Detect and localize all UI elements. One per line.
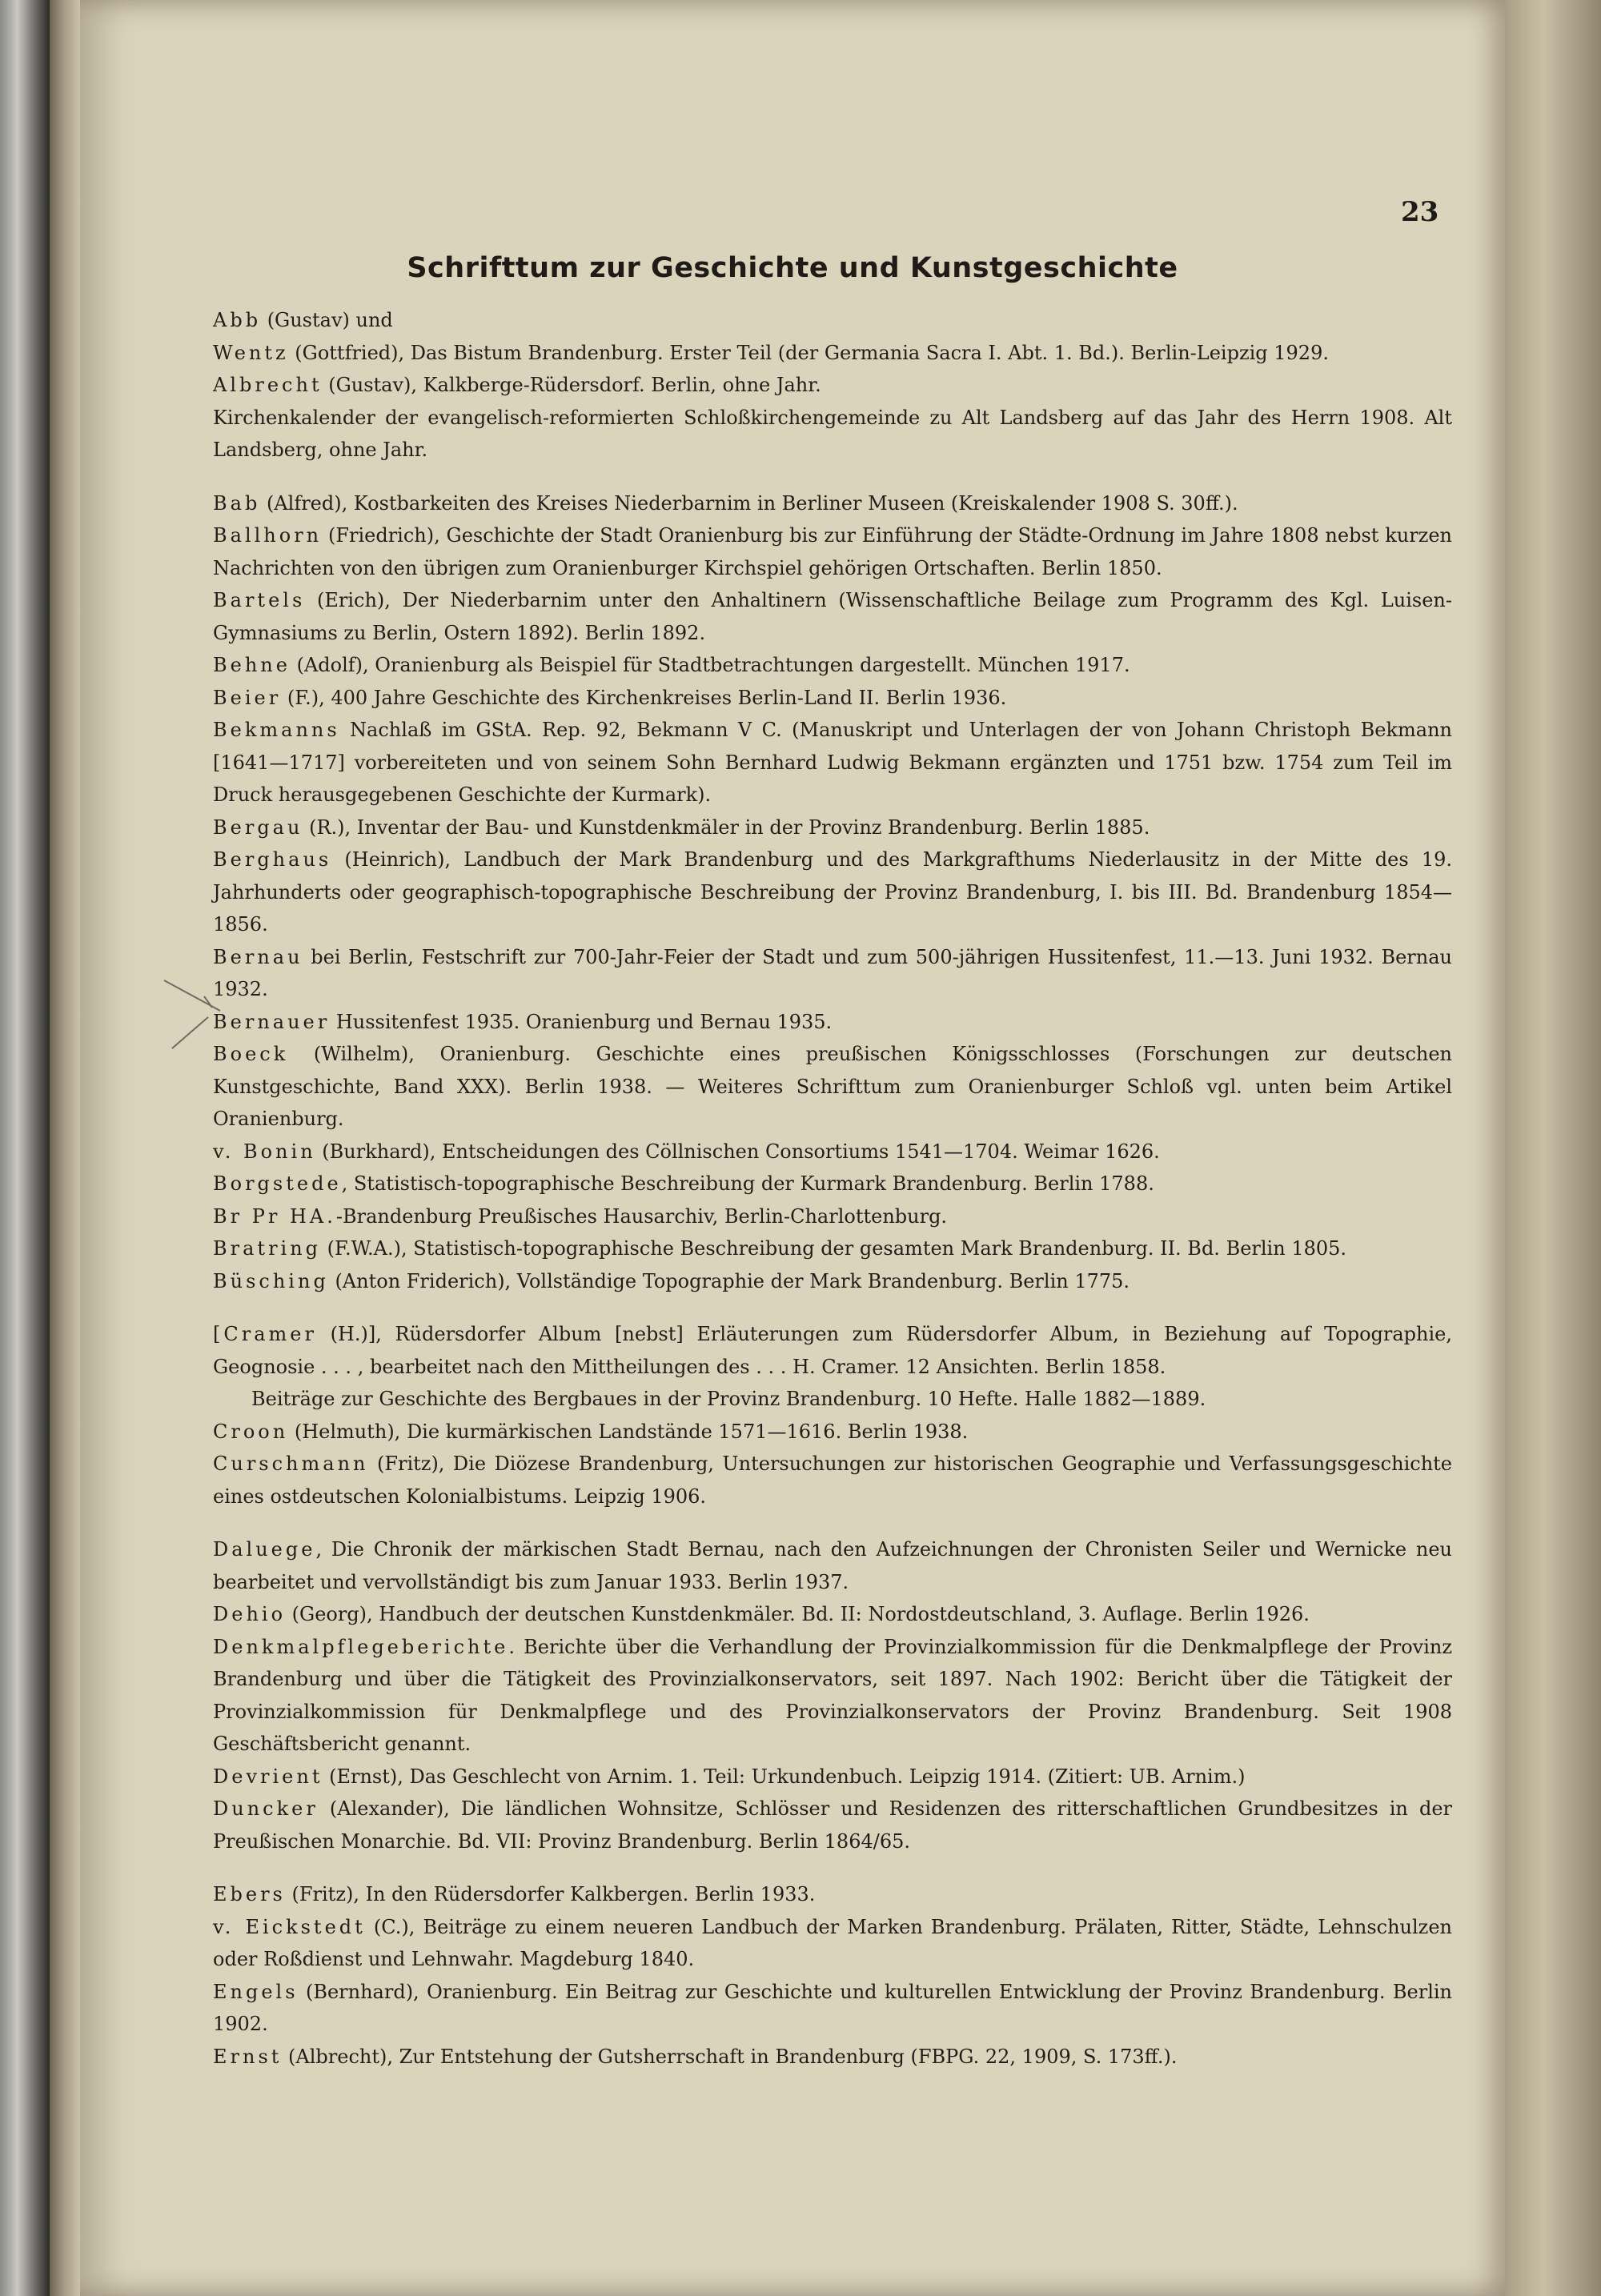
bibliography-entry (213, 1416, 1452, 1449)
entry-author: Bratring (213, 1237, 322, 1260)
bibliography-entry (213, 1878, 1452, 1911)
page-fore-edge (1505, 0, 1601, 2296)
bibliography-group (213, 487, 1452, 1298)
bibliography-entry (213, 1761, 1452, 1793)
page-gutter (50, 0, 82, 2296)
entry-author: Bekmanns (213, 719, 340, 741)
entry-author: Berghaus (213, 848, 332, 871)
entry-text: (F.), 400 Jahre Geschichte des Kirchenkreises Berlin-Land II. Berlin 1936. (281, 686, 1007, 709)
entry-author: Albrecht (213, 374, 323, 396)
entry-author: Bartels (213, 589, 306, 611)
bibliography-entry (213, 2041, 1452, 2074)
entry-text: (H.)], Rüdersdorfer Album [nebst] Erläuterungen zum Rüdersdorfer Album, in Beziehung auf Topographie, Geognosie . . . , bearbeitet nach den Mittheilungen des . . . H. Cramer. 12 Ansichten. Berlin 1858. (213, 1323, 1452, 1378)
bibliography-entry (213, 682, 1452, 715)
bibliography-entry (213, 337, 1452, 370)
entry-text: (C.), Beiträge zu einem neueren Landbuch der Marken Brandenburg. Prälaten, Ritter, Städte, Lehnschulzen oder Roßdienst und Lehnwahr. Magdeburg 1840. (213, 1915, 1452, 1970)
entry-author: Wentz (213, 341, 289, 364)
entry-text: , Die Chronik der märkischen Stadt Bernau, nach den Aufzeichnungen der Chronisten Seiler und Wernicke neu bearbeitet und vervollständigt bis zum Januar 1933. Berlin 1937. (213, 1538, 1452, 1593)
entry-author: Br Pr HA. (213, 1204, 336, 1228)
entry-text: (Friedrich), Geschichte der Stadt Oranienburg bis zur Einführung der Städte-Ordnung im Jahre 1808 nebst kurzen Nachrichten von den übrigen zum Oranienburger Kirchspiel gehörigen Ortschaften. Berlin 1850. (213, 524, 1452, 579)
entry-author: Behne (213, 654, 291, 676)
entry-text: (Wilhelm), Oranienburg. Geschichte eines preußischen Königsschlosses (Forschungen zur deutschen Kunstgeschichte, Band XXX). Berlin 1938. — Weiteres Schrifttum zum Oranienburger Schloß vgl. unten beim Artikel Oranienburg. (213, 1043, 1452, 1130)
book-binding (0, 0, 50, 2296)
entry-author: Boeck (213, 1043, 289, 1065)
bibliography-entry (213, 304, 1452, 337)
bibliography-entry (213, 843, 1452, 941)
bibliography-entry (213, 1136, 1452, 1168)
entry-text: (Bernhard), Oranienburg. Ein Beitrag zur Geschichte und kulturellen Entwicklung der Provinz Brandenburg. Berlin 1902. (213, 1980, 1452, 2035)
bibliography-entry (213, 1533, 1452, 1598)
bibliography-entry (213, 584, 1452, 649)
pencil-x-mark (156, 972, 244, 1060)
entry-text: Nachlaß im GStA. Rep. 92, Bekmann V C. (Manuskript und Unterlagen der von Johann Christoph Bekmann [1641—1717] vorbereiteten und von seinem Sohn Bernhard Ludwig Bekmann ergänzten und 1751 bzw. 1754 zum Teil im Druck herausgegebenen Geschichte der Kurmark). (213, 719, 1452, 806)
entry-text: Kirchenkalender der evangelisch-reformierten Schloßkirchengemeinde zu Alt Landsberg auf das Jahr des Herrn 1908. Alt Landsberg, ohne Jahr. (213, 406, 1452, 461)
entry-author: Borgstede (213, 1172, 342, 1195)
entry-text: (Helmuth), Die kurmärkischen Landstände 1571—1616. Berlin 1938. (288, 1420, 969, 1443)
bibliography-group (213, 1533, 1452, 1857)
entry-text: (Fritz), Die Diözese Brandenburg, Untersuchungen zur historischen Geographie und Verfassungsgeschichte eines ostdeutschen Kolonialbistums. Leipzig 1906. (213, 1453, 1452, 1508)
entry-author: Dehio (213, 1603, 287, 1625)
entry-text: , Statistisch-topographische Beschreibung der Kurmark Brandenburg. Berlin 1788. (341, 1172, 1154, 1195)
entry-author: Duncker (213, 1797, 319, 1820)
entry-author: Bergau (213, 815, 303, 839)
entry-text: (Burkhard), Entscheidungen des Cöllnischen Consortiums 1541—1704. Weimar 1626. (315, 1140, 1160, 1163)
bibliography-entry (213, 941, 1452, 1006)
bibliography-entry (213, 1598, 1452, 1631)
bibliography-entry (213, 402, 1452, 467)
entry-author: Engels (213, 1980, 299, 2003)
bibliography-entry (213, 1911, 1452, 1976)
entry-text: bei Berlin, Festschrift zur 700-Jahr-Feier der Stadt und zum 500-jährigen Hussitenfest, 11.—13. Juni 1932. Bernau 1932. (213, 945, 1452, 1000)
entry-text: (Gottfried), Das Bistum Brandenburg. Erster Teil (der Germania Sacra I. Abt. 1. Bd.). Berlin-Leipzig 1929. (288, 341, 1329, 364)
entry-text: (Erich), Der Niederbarnim unter den Anhaltinern (Wissenschaftliche Beilage zum Programm des Kgl. Luisen-Gymnasiums zu Berlin, Ostern 1892). Berlin 1892. (213, 589, 1452, 644)
entry-text: (Anton Friderich), Vollständige Topographie der Mark Brandenburg. Berlin 1775. (328, 1269, 1130, 1292)
bibliography-group (213, 1878, 1452, 2073)
entry-author: Ebers (213, 1883, 286, 1905)
bibliography-entry (213, 1318, 1452, 1383)
bibliography-entry (213, 487, 1452, 520)
entry-text: (Alfred), Kostbarkeiten des Kreises Niederbarnim in Berliner Museen (Kreiskalender 1908 S. 30ff.). (260, 491, 1238, 515)
bibliography-entry (213, 649, 1452, 682)
entry-author: Beier (213, 686, 282, 709)
entry-author: Büsching (213, 1269, 329, 1292)
entry-text: (Georg), Handbuch der deutschen Kunstdenkmäler. Bd. II: Nordostdeutschland, 3. Auflage. Berlin 1926. (286, 1603, 1310, 1625)
entry-text: (Alexander), Die ländlichen Wohnsitze, Schlösser und Residenzen des ritterschaftlichen Grundbesitzes in der Preußischen Monarchie. Bd. VII: Provinz Brandenburg. Berlin 1864/65. (213, 1797, 1452, 1853)
bibliography-entry (213, 1383, 1452, 1416)
entry-author: v. Bonin (213, 1140, 316, 1163)
bibliography-entry (213, 1976, 1452, 2041)
bibliography-entry (213, 1038, 1452, 1136)
entry-author: Devrient (213, 1765, 323, 1788)
bibliography-entry (213, 1168, 1452, 1200)
entry-text: (Albrecht), Zur Entstehung der Gutsherrschaft in Brandenburg (FBPG. 22, 1909, S. 173ff.). (282, 2045, 1178, 2068)
bibliography-entry (213, 1006, 1452, 1039)
entry-author: Croon (213, 1420, 289, 1443)
entry-text: (Gustav), Kalkberge-Rüdersdorf. Berlin, ohne Jahr. (322, 374, 821, 396)
entry-author: Bernauer (213, 1010, 331, 1033)
entry-text: -Brandenburg Preußisches Hausarchiv, Berlin-Charlottenburg. (335, 1204, 948, 1228)
entry-author: Ernst (213, 2045, 283, 2068)
entry-text: (Fritz), In den Rüdersdorfer Kalkbergen. Berlin 1933. (285, 1883, 816, 1905)
entry-text: (Adolf), Oranienburg als Beispiel für Stadtbetrachtungen dargestellt. München 1917. (290, 654, 1130, 676)
bibliography-group (213, 1318, 1452, 1513)
bibliography-entry (213, 519, 1452, 584)
entry-text: . Berichte über die Verhandlung der Provinzialkommission für die Denkmalpflege der Provinz Brandenburg und über die Tätigkeit des Provinzialkonservators, seit 1897. Nach 1902: Bericht über die Tätigkeit der Provinzialkommission für Denkmalpflege und des Provinzialkonservators der Provinz Brandenburg. Seit 1908 Geschäftsbericht genannt. (213, 1635, 1452, 1755)
entry-author: Curschmann (213, 1453, 369, 1475)
entry-text: (Gustav) und (261, 309, 393, 331)
entry-author: Abb (213, 309, 262, 331)
entry-author: Bernau (213, 945, 303, 968)
bibliography (213, 304, 1452, 2073)
entry-text: (R.), Inventar der Bau- und Kunstdenkmäler in der Provinz Brandenburg. Berlin 1885. (303, 815, 1150, 839)
entry-author: Denkmalpflegeberichte (213, 1635, 509, 1658)
entry-text: (Ernst), Das Geschlecht von Arnim. 1. Teil: Urkundenbuch. Leipzig 1914. (Zitiert: UB. Arnim.) (323, 1765, 1246, 1788)
bibliography-entry (213, 1265, 1452, 1298)
entry-author: Bab (213, 491, 261, 515)
bibliography-group (213, 304, 1452, 467)
entry-author: Daluege (213, 1538, 316, 1561)
bibliography-entry (213, 1793, 1452, 1857)
bibliography-entry (213, 1448, 1452, 1513)
entry-author: Ballhorn (213, 524, 323, 547)
entry-text: (F.W.A.), Statistisch-topographische Beschreibung der gesamten Mark Brandenburg. II. Bd. Berlin 1805. (321, 1237, 1347, 1260)
entry-author: [Cramer (213, 1323, 317, 1345)
bibliography-entry (213, 714, 1452, 811)
bibliography-entry (213, 1232, 1452, 1265)
bibliography-entry (213, 1631, 1452, 1761)
page-title: Schrifttum zur Geschichte und Kunstgeschichte (407, 252, 1178, 284)
page-number: 23 (1401, 196, 1439, 228)
entry-text: Beiträge zur Geschichte des Bergbaues in der Provinz Brandenburg. 10 Hefte. Halle 1882—1889. (251, 1388, 1206, 1410)
entry-author: v. Eickstedt (213, 1915, 366, 1938)
bibliography-entry (213, 369, 1452, 402)
book-page (80, 0, 1505, 2296)
entry-text: (Heinrich), Landbuch der Mark Brandenburg und des Markgrafthums Niederlausitz in der Mitte des 19. Jahrhunderts oder geographisch-topographische Beschreibung der Provinz Brandenburg, I. bis III. Bd. Brandenburg 1854—1856. (213, 848, 1452, 936)
entry-text: Hussitenfest 1935. Oranienburg und Bernau 1935. (330, 1010, 833, 1033)
bibliography-entry (213, 1200, 1452, 1233)
bibliography-entry (213, 811, 1452, 844)
